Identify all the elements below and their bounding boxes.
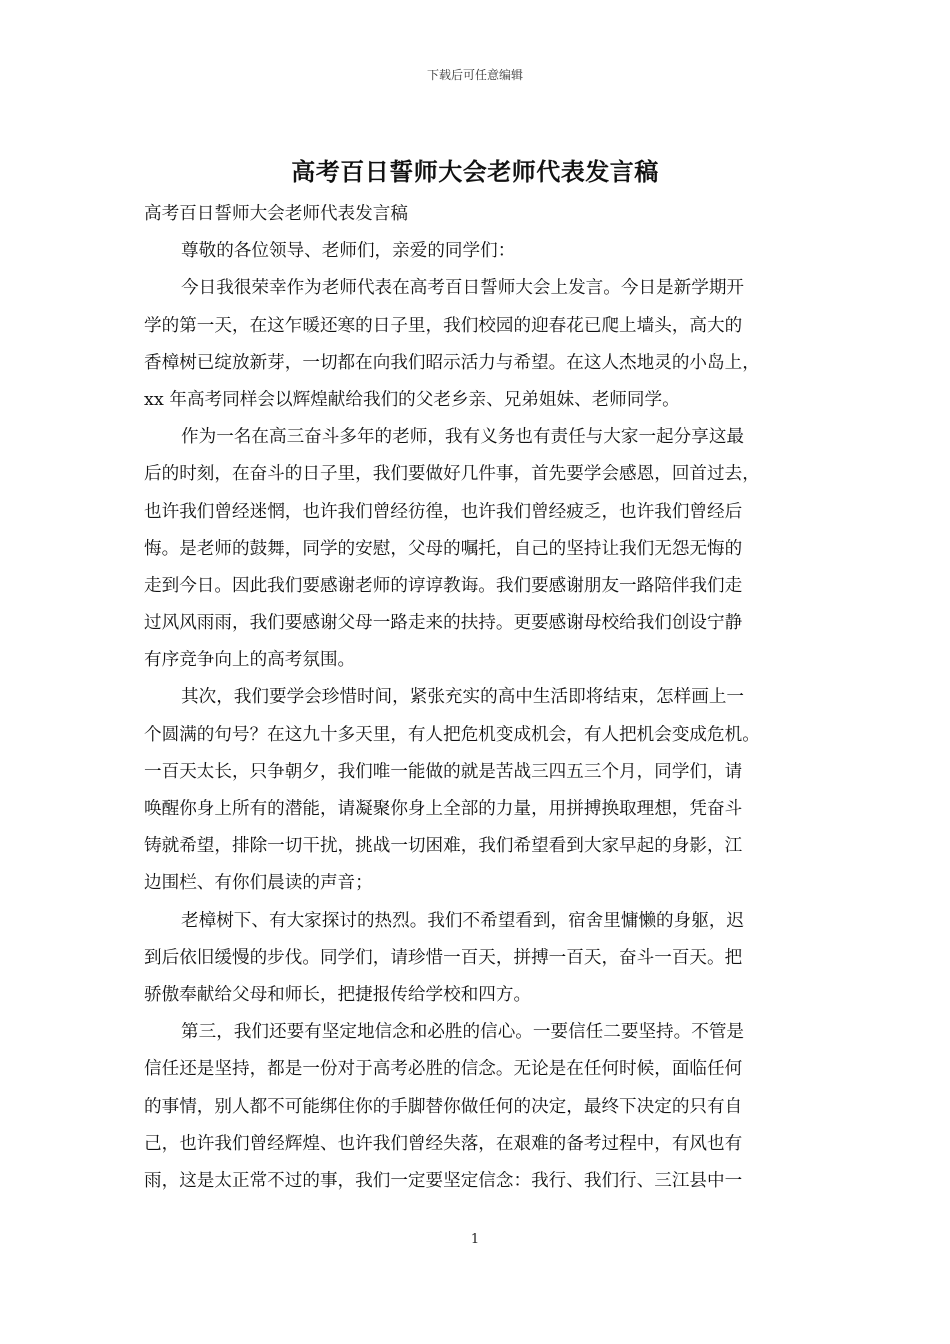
header-note: 下载后可任意编辑 <box>426 68 523 82</box>
text-line: 个圆满的句号？在这九十多天里，有人把危机变成机会，有人把机会变成危机。 <box>144 724 760 745</box>
text-line: 一百天太长，只争朝夕，我们唯一能做的就是苦战三四五三个月，同学们，请 <box>144 761 743 782</box>
text-line: 也许我们曾经迷惘，也许我们曾经彷徨，也许我们曾经疲乏，也许我们曾经后 <box>144 501 743 522</box>
text-line: 唤醒你身上所有的潜能，请凝聚你身上全部的力量，用拼搏换取理想，凭奋斗 <box>144 799 743 819</box>
text-line: 的事情，别人都不可能绑住你的手脚替你做任何的决定，最终下决定的只有自 <box>144 1096 743 1117</box>
page-number: 1 <box>470 1232 480 1247</box>
text-line: 骄傲奉献给父母和师长，把捷报传给学校和四方。 <box>144 984 532 1005</box>
text-line: 有序竞争向上的高考氛围。 <box>144 650 356 671</box>
text-line: 铸就希望，排除一切干扰，挑战一切困难，我们希望看到大家早起的身影，江 <box>144 836 743 857</box>
text-line: 尊敬的各位领导、老师们，亲爱的同学们： <box>181 241 516 262</box>
text-line: xx 年高考同样会以辉煌献给我们的父老乡亲、兄弟姐妹、老师同学。 <box>144 389 680 410</box>
document-title: 高考百日誓师大会老师代表发言稿 <box>291 157 659 186</box>
text-line: 雨，这是太正常不过的事，我们一定要坚定信念：我行、我们行、三江县中一 <box>144 1170 743 1191</box>
text-line: 老樟树下、有大家探讨的热烈。我们不希望看到，宿舍里慵懒的身躯，迟 <box>181 910 745 931</box>
text-line: 信任还是坚持，都是一份对于高考必胜的信念。无论是在任何时候，面临任何 <box>144 1059 743 1080</box>
text-line: 香樟树已绽放新芽，一切都在向我们昭示活力与希望。在这人杰地灵的小岛上， <box>144 352 760 373</box>
text-line: 学的第一天，在这乍暖还寒的日子里，我们校园的迎春花已爬上墙头，高大的 <box>144 315 743 336</box>
text-line: 其次，我们要学会珍惜时间，紧张充实的高中生活即将结束，怎样画上一 <box>181 687 745 708</box>
text-line: 后的时刻，在奋斗的日子里，我们要做好几件事，首先要学会感恩，回首过去， <box>144 464 760 485</box>
text-line: 边围栏、有你们晨读的声音； <box>144 873 373 894</box>
text-line: 作为一名在高三奋斗多年的老师，我有义务也有责任与大家一起分享这最 <box>181 427 745 448</box>
text-line: 高考百日誓师大会老师代表发言稿 <box>144 204 408 224</box>
text-line: 己，也许我们曾经辉煌、也许我们曾经失落，在艰难的备考过程中，有风也有 <box>144 1133 743 1154</box>
document-body <box>144 196 808 1200</box>
text-line: 今日我很荣幸作为老师代表在高考百日誓师大会上发言。今日是新学期开 <box>181 278 745 299</box>
text-line: 悔。是老师的鼓舞，同学的安慰，父母的嘱托，自己的坚持让我们无怨无悔的 <box>144 538 743 559</box>
text-line: 过风风雨雨，我们要感谢父母一路走来的扶持。更要感谢母校给我们创设宁静 <box>144 613 743 634</box>
text-line: 第三，我们还要有坚定地信念和必胜的信心。一要信任二要坚持。不管是 <box>181 1022 745 1043</box>
text-line: 到后依旧缓慢的步伐。同学们，请珍惜一百天，拼搏一百天，奋斗一百天。把 <box>144 947 743 968</box>
text-line: 走到今日。因此我们要感谢老师的谆谆教诲。我们要感谢朋友一路陪伴我们走 <box>144 575 743 596</box>
